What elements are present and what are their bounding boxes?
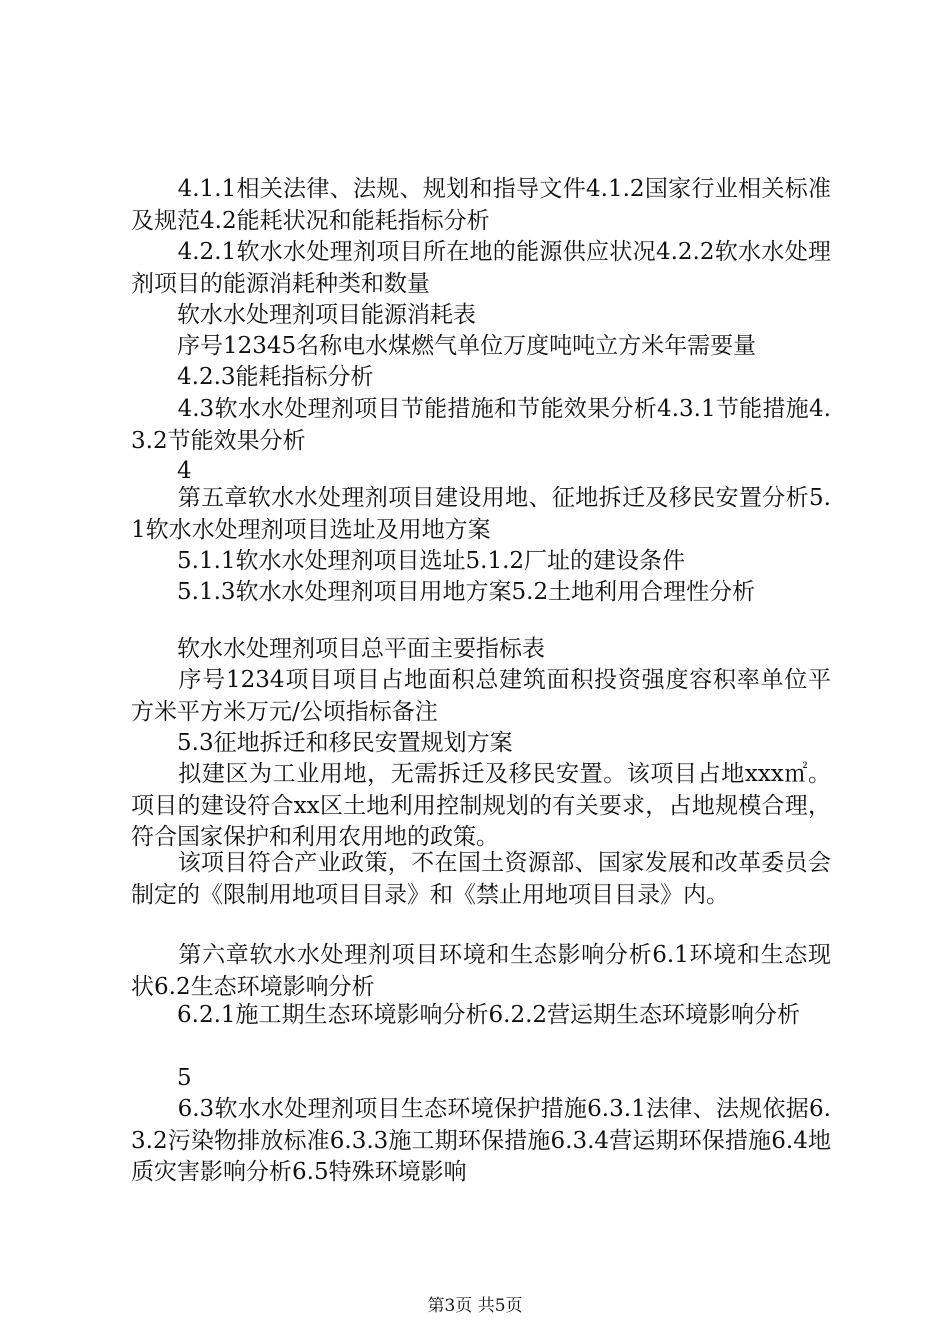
paragraph-energy-table-row: 序号12345名称电水煤燃气单位万度吨吨立方米年需要量 bbox=[131, 333, 757, 359]
paragraph-chapter-6: 第六章软水水处理剂项目环境和生态影响分析6.1环境和生态现状6.2生态环境影响分析 bbox=[131, 942, 831, 1000]
paragraph-layout-table-title: 软水水处理剂项目总平面主要指标表 bbox=[131, 636, 545, 662]
paragraph-land-use: 拟建区为工业用地，无需拆迁及移民安置。该项目占地xxx㎡。项目的建设符合xx区土地利用控制规划的有关要求，占地规模合理，符合国家保护和利用农用地的政策。 bbox=[131, 761, 831, 850]
page-footer: 第3页 共5页 bbox=[427, 1296, 523, 1316]
paragraph-4-2-3: 4.2.3能耗指标分析 bbox=[131, 364, 374, 390]
paragraph-energy-table-title: 软水水处理剂项目能源消耗表 bbox=[131, 302, 476, 328]
paragraph-5-1-3: 5.1.3软水水处理剂项目用地方案5.2土地利用合理性分析 bbox=[131, 579, 756, 605]
page-number-4: 4 bbox=[131, 458, 192, 484]
paragraph-5-3: 5.3征地拆迁和移民安置规划方案 bbox=[131, 730, 513, 756]
paragraph-4-3: 4.3软水水处理剂项目节能措施和节能效果分析4.3.1节能措施4.3.2节能效果分析 bbox=[131, 396, 831, 454]
paragraph-5-1-1: 5.1.1软水水处理剂项目选址5.1.2厂址的建设条件 bbox=[131, 548, 686, 574]
paragraph-chapter-5: 第五章软水水处理剂项目建设用地、征地拆迁及移民安置分析5.1软水水处理剂项目选址及用地方案 bbox=[131, 485, 831, 543]
paragraph-4-1-1: 4.1.1相关法律、法规、规划和指导文件4.1.2国家行业相关标准及规范4.2能耗状况和能耗指标分析 bbox=[131, 176, 831, 234]
paragraph-policy: 该项目符合产业政策，不在国土资源部、国家发展和改革委员会制定的《限制用地项目目录》和《禁止用地项目目录》内。 bbox=[131, 850, 831, 908]
paragraph-6-3: 6.3软水水处理剂项目生态环境保护措施6.3.1法律、法规依据6.3.2污染物排放标准6.3.3施工期环保措施6.3.4营运期环保措施6.4地质灾害影响分析6.5特殊环境影响 bbox=[131, 1096, 831, 1185]
page-number-5: 5 bbox=[131, 1065, 192, 1091]
paragraph-layout-table-row: 序号1234项目项目占地面积总建筑面积投资强度容积率单位平方米平方米万元/公顷指标备注 bbox=[131, 667, 831, 725]
paragraph-6-2-1: 6.2.1施工期生态环境影响分析6.2.2营运期生态环境影响分析 bbox=[131, 1002, 801, 1028]
paragraph-4-2-1: 4.2.1软水水处理剂项目所在地的能源供应状况4.2.2软水水处理剂项目的能源消耗种类和数量 bbox=[131, 239, 831, 297]
